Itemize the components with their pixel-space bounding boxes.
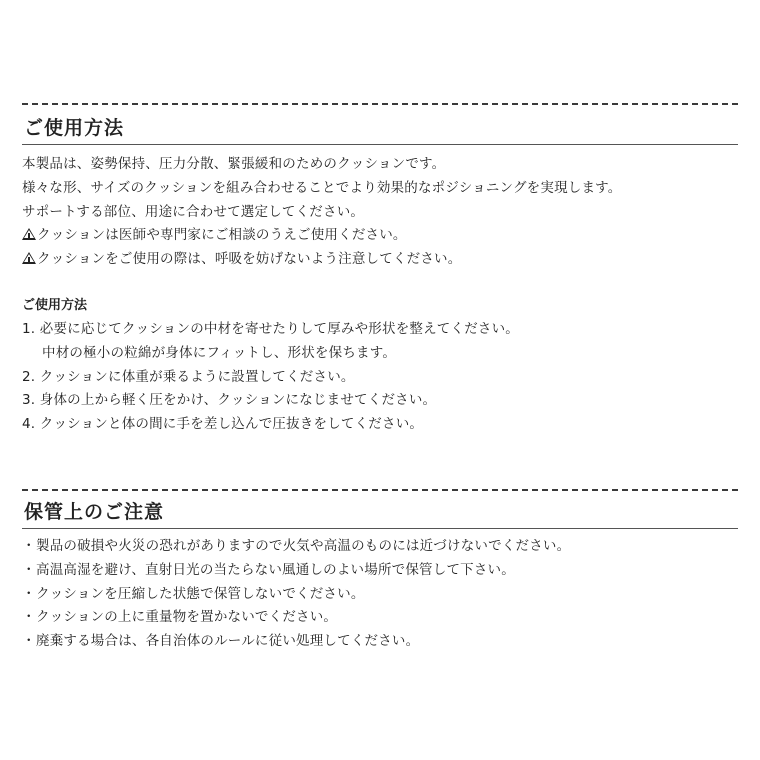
usage-steps — [22, 318, 738, 437]
usage-section — [22, 103, 738, 437]
storage-item-text: 製品の破損や火災の恐れがありますので火気や高温のものには近づけないでください。 — [36, 538, 571, 554]
storage-item — [22, 559, 738, 583]
usage-subheading: ご使用方法 — [22, 297, 88, 313]
usage-heading: ご使用方法 — [24, 117, 125, 139]
step-item: 3. 身体の上から軽く圧をかけ、クッションになじませてください。 — [22, 392, 437, 409]
storage-item-text: 廃棄する場合は、各自治体のルールに従い処理してください。 — [36, 633, 420, 650]
storage-heading: 保管上のご注意 — [24, 501, 165, 523]
bullet-mark: ・ — [22, 609, 36, 626]
intro-line: サポートする部位、用途に合わせて選定してください。 — [22, 203, 365, 220]
storage-item — [22, 630, 738, 654]
section-divider-top — [22, 103, 738, 105]
storage-item-text: クッションの上に重量物を置かないでください。 — [36, 609, 338, 626]
bullet-mark: ・ — [22, 538, 36, 554]
intro-line: 本製品は、姿勢保持、圧力分散、緊張緩和のためのクッションです。 — [22, 156, 446, 172]
section-divider-top — [22, 489, 738, 491]
storage-item — [22, 606, 738, 630]
step-note: 中材の極小の粒綿が身体にフィットし、形状を保ちます。 — [42, 344, 397, 361]
bullet-mark: ・ — [22, 633, 36, 650]
step-item: 1. 必要に応じてクッションの中材を寄せたりして厚みや形状を整えてください。 — [22, 320, 520, 337]
bullet-mark: ・ — [22, 561, 36, 578]
storage-item — [22, 583, 738, 607]
usage-heading-underline — [22, 144, 738, 145]
usage-intro — [22, 153, 738, 272]
warning-text: クッションをご使用の際は、呼吸を妨げないよう注意してください。 — [37, 251, 462, 268]
warning-line — [22, 224, 738, 248]
step-item: 2. クッションに体重が乗るように設置してください。 — [22, 368, 355, 385]
warning-triangle-icon — [22, 252, 36, 264]
storage-item-text: 高温高湿を避け、直射日光の当たらない風通しのよい場所で保管して下さい。 — [36, 561, 515, 578]
warning-triangle-icon — [22, 228, 36, 240]
storage-item — [22, 535, 738, 559]
storage-section — [22, 489, 738, 654]
warning-text: クッションは医師や専門家にご相談のうえご使用ください。 — [37, 227, 407, 244]
step-item: 4. クッションと体の間に手を差し込んで圧抜きをしてください。 — [22, 416, 424, 433]
storage-item-text: クッションを圧縮した状態で保管しないでください。 — [36, 585, 365, 602]
intro-line: 様々な形、サイズのクッションを組み合わせることでより効果的なポジショニングを実現します。 — [22, 179, 622, 196]
bullet-mark: ・ — [22, 585, 36, 602]
storage-heading-underline — [22, 528, 738, 529]
storage-list — [22, 535, 738, 654]
warning-line — [22, 248, 738, 272]
